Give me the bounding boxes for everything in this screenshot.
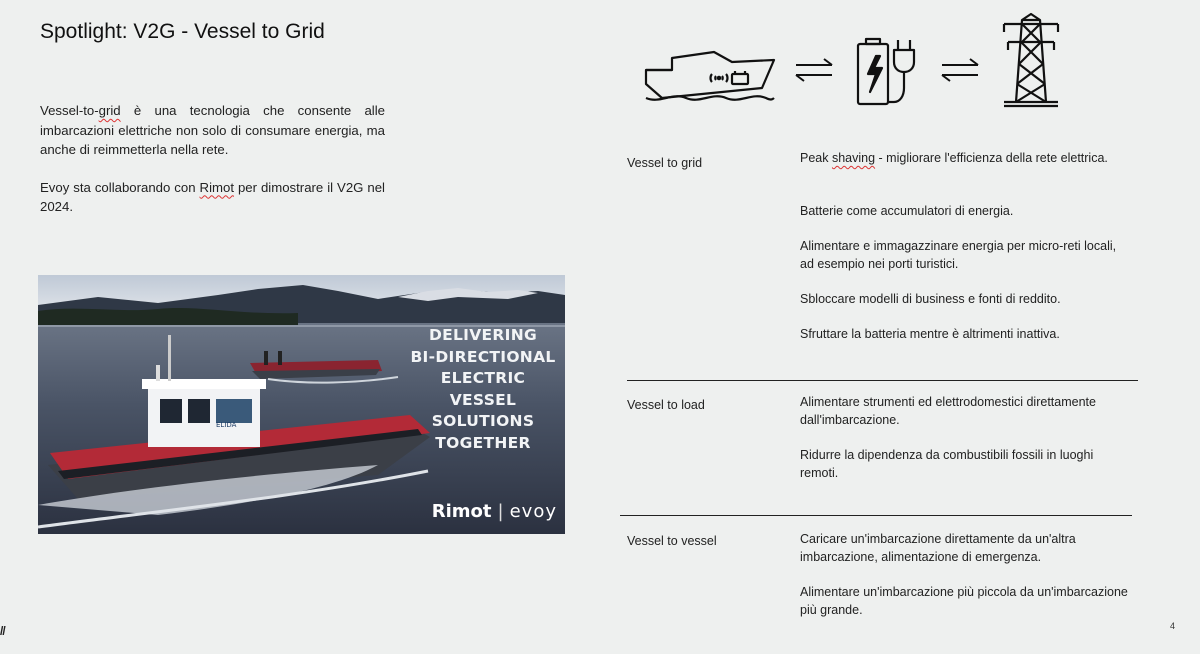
evoy-logo: evoy (509, 501, 557, 522)
list-item: Batterie come accumulatori di energia. (800, 204, 1014, 218)
vessel-icon (642, 48, 778, 106)
spellcheck-word: Rimot (199, 179, 234, 195)
caption-line: BI-DIRECTIONAL (410, 347, 556, 366)
spellcheck-word: grid (98, 103, 121, 118)
section-label-vessel-to-grid: Vessel to grid (627, 156, 703, 170)
page-number: 4 (1169, 621, 1175, 631)
intro-paragraph-1: Vessel-to-grid è una tecnologia che consente alle imbarcazioni elettriche non solo di consumare energia, ma anche di reimmetterla nella rete. (40, 103, 385, 157)
list-item: Alimentare e immagazzinare energia per micro-reti locali, ad esempio nei porti turistici. (800, 239, 1117, 271)
slide-title: Spotlight: V2G - Vessel to Grid (40, 20, 325, 43)
spellcheck-word: shaving (831, 151, 876, 165)
list-item: Alimentare strumenti ed elettrodomestici direttamente dall'imbarcazione. (800, 395, 1096, 427)
list-item: Sfruttare la batteria mentre è altrimenti inattiva. (800, 327, 1060, 341)
section-label-vessel-to-load: Vessel to load (627, 398, 705, 412)
photo-caption (408, 325, 558, 454)
section-label-vessel-to-vessel: Vessel to vessel (627, 534, 717, 548)
section-divider (620, 515, 1132, 516)
power-pylon-icon (1000, 12, 1062, 108)
list-item: Peak shaving - migliorare l'efficienza della rete elettrica. (800, 151, 1108, 165)
rimot-logo: Rimot (431, 501, 492, 522)
list-item: Sbloccare modelli di business e fonti di reddito. (800, 292, 1061, 306)
bidirectional-arrow-icon (792, 56, 836, 84)
photo-logo: Rimot | evoy (431, 501, 557, 522)
intro-paragraph-2: Evoy sta collaborando con Rimot per dimostrare il V2G nel 2024. (40, 179, 385, 214)
v2g-icon-strip (640, 10, 1070, 110)
caption-line: SOLUTIONS (431, 412, 535, 430)
section-divider (627, 380, 1138, 381)
list-item: Caricare un'imbarcazione direttamente da un'altra imbarcazione, alimentazione di emergenza. (800, 532, 1076, 564)
caption-line: ELECTRIC VESSEL (440, 369, 526, 409)
caption-line: TOGETHER (435, 433, 531, 452)
boat-label: ELIDA (216, 421, 237, 429)
battery-plug-icon (854, 36, 924, 110)
boat-photo (38, 275, 565, 534)
caption-line: DELIVERING (428, 326, 538, 344)
bidirectional-arrow-icon (938, 56, 982, 84)
intro-text (40, 101, 385, 235)
list-item: Ridurre la dipendenza da combustibili fossili in luoghi remoti. (800, 448, 1094, 480)
list-item: Alimentare un'imbarcazione più piccola da un'imbarcazione più grande. (800, 585, 1128, 617)
corner-logo-mark: // (0, 624, 5, 638)
